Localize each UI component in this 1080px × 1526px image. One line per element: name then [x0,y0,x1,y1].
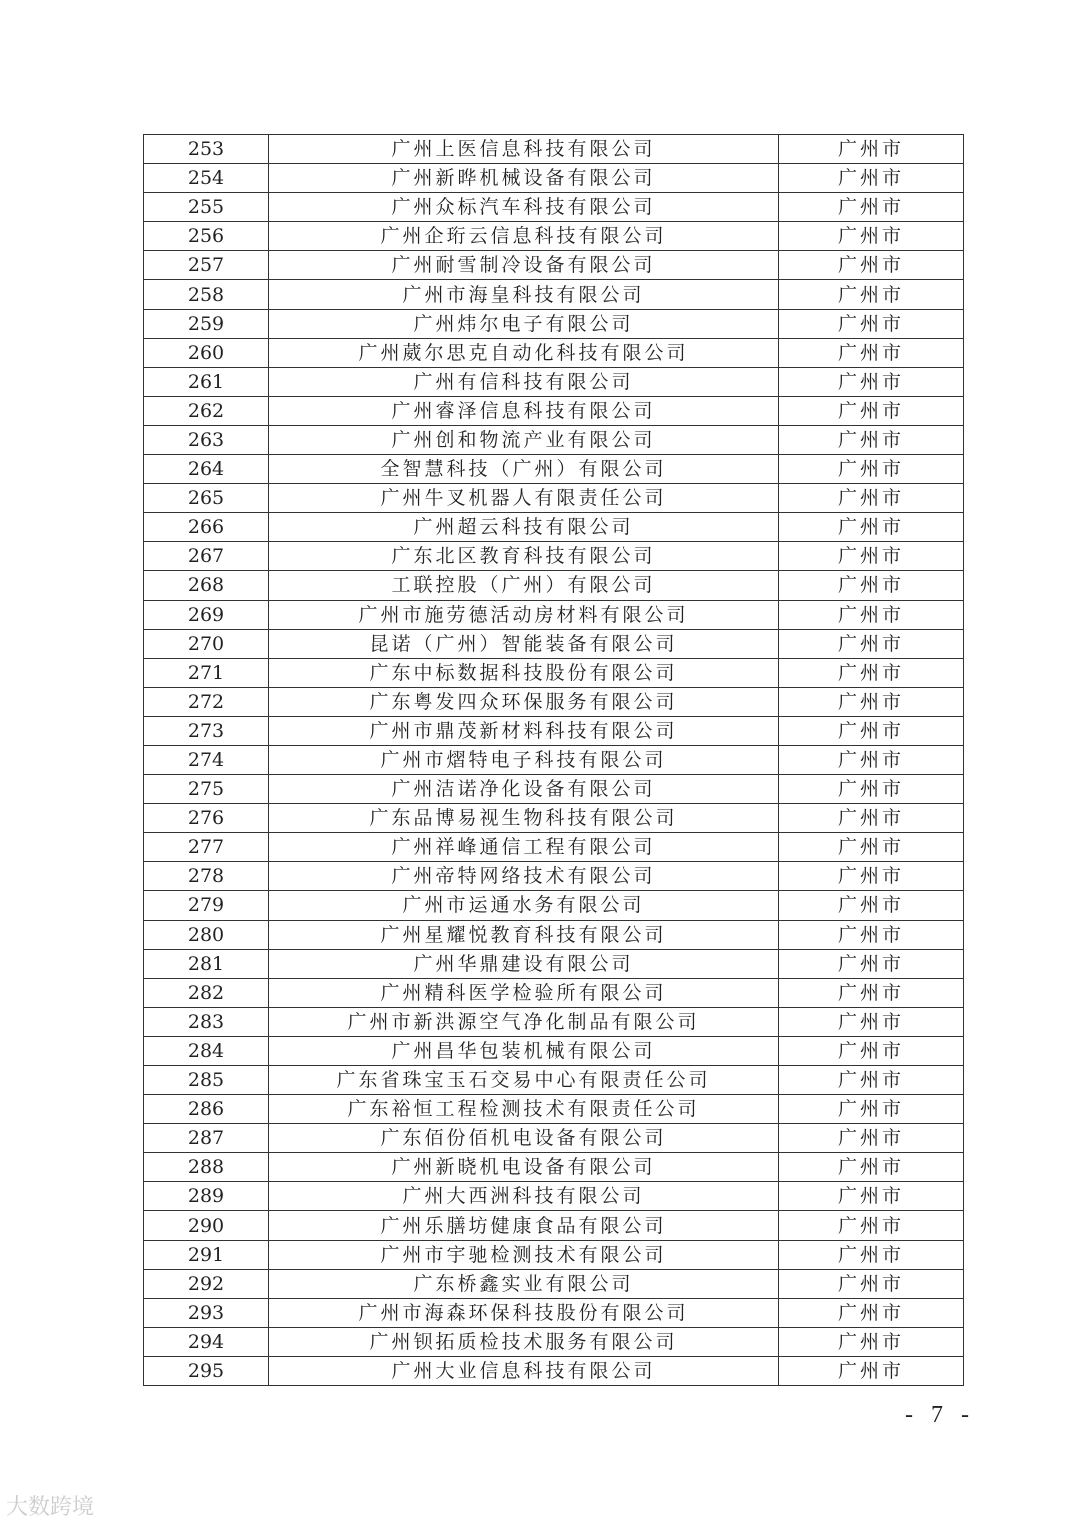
table-row [144,1356,964,1385]
company-name-cell: 广州昌华包装机械有限公司 [269,1036,779,1065]
city-cell: 广州市 [779,716,964,745]
city-cell: 广州市 [779,135,964,164]
city-cell: 广州市 [779,745,964,774]
table-row [144,1240,964,1269]
table-row [144,1327,964,1356]
table-row [144,949,964,978]
table-row [144,1298,964,1327]
company-name-cell: 广州洁诺净化设备有限公司 [269,775,779,804]
city-cell: 广州市 [779,891,964,920]
table-row [144,396,964,425]
row-number-cell: 292 [144,1269,269,1298]
row-number-cell: 280 [144,920,269,949]
table-row [144,716,964,745]
company-name-cell: 广州葳尔思克自动化科技有限公司 [269,338,779,367]
table-row [144,1211,964,1240]
table-row [144,1007,964,1036]
row-number-cell: 257 [144,251,269,280]
watermark-logo: 大数跨境 [6,1495,95,1520]
row-number-cell: 275 [144,775,269,804]
city-cell: 广州市 [779,455,964,484]
row-number-cell: 272 [144,687,269,716]
company-name-cell: 广州市海皇科技有限公司 [269,280,779,309]
row-number-cell: 259 [144,309,269,338]
company-name-cell: 广州市海森环保科技股份有限公司 [269,1298,779,1327]
table-row [144,309,964,338]
table-row [144,658,964,687]
company-name-cell: 广州祥峰通信工程有限公司 [269,833,779,862]
company-name-cell: 广州华鼎建设有限公司 [269,949,779,978]
company-name-cell: 广州耐雪制冷设备有限公司 [269,251,779,280]
city-cell: 广州市 [779,571,964,600]
city-cell: 广州市 [779,164,964,193]
row-number-cell: 262 [144,396,269,425]
company-name-cell: 广州乐膳坊健康食品有限公司 [269,1211,779,1240]
row-number-cell: 270 [144,629,269,658]
row-number-cell: 264 [144,455,269,484]
city-cell: 广州市 [779,1007,964,1036]
city-cell: 广州市 [779,862,964,891]
city-cell: 广州市 [779,1240,964,1269]
city-cell: 广州市 [779,309,964,338]
city-cell: 广州市 [779,978,964,1007]
row-number-cell: 271 [144,658,269,687]
row-number-cell: 287 [144,1124,269,1153]
city-cell: 广州市 [779,396,964,425]
company-name-cell: 广州超云科技有限公司 [269,513,779,542]
table-row [144,687,964,716]
company-name-cell: 广州钡拓质检技术服务有限公司 [269,1327,779,1356]
table-row [144,1153,964,1182]
table-row [144,804,964,833]
row-number-cell: 261 [144,367,269,396]
city-cell: 广州市 [779,1095,964,1124]
table-row [144,1066,964,1095]
table-row [144,513,964,542]
row-number-cell: 283 [144,1007,269,1036]
company-name-cell: 广东省珠宝玉石交易中心有限责任公司 [269,1066,779,1095]
company-name-cell: 广东粤发四众环保服务有限公司 [269,687,779,716]
row-number-cell: 274 [144,745,269,774]
row-number-cell: 290 [144,1211,269,1240]
city-cell: 广州市 [779,804,964,833]
company-name-cell: 广州大西洲科技有限公司 [269,1182,779,1211]
table-row [144,164,964,193]
city-cell: 广州市 [779,1182,964,1211]
row-number-cell: 276 [144,804,269,833]
city-cell: 广州市 [779,1211,964,1240]
table-row [144,775,964,804]
table-row [144,367,964,396]
company-name-cell: 广东佰份佰机电设备有限公司 [269,1124,779,1153]
table-row [144,280,964,309]
table-row [144,455,964,484]
city-cell: 广州市 [779,1153,964,1182]
city-cell: 广州市 [779,1036,964,1065]
row-number-cell: 253 [144,135,269,164]
city-cell: 广州市 [779,367,964,396]
row-number-cell: 255 [144,193,269,222]
city-cell: 广州市 [779,1298,964,1327]
city-cell: 广州市 [779,1124,964,1153]
table-row [144,1182,964,1211]
city-cell: 广州市 [779,542,964,571]
city-cell: 广州市 [779,687,964,716]
company-name-cell: 广东北区教育科技有限公司 [269,542,779,571]
city-cell: 广州市 [779,629,964,658]
company-name-cell: 广州星耀悦教育科技有限公司 [269,920,779,949]
company-name-cell: 广州创和物流产业有限公司 [269,425,779,454]
row-number-cell: 288 [144,1153,269,1182]
row-number-cell: 256 [144,222,269,251]
table-row [144,978,964,1007]
company-name-cell: 广州大业信息科技有限公司 [269,1356,779,1385]
company-name-cell: 广州市运通水务有限公司 [269,891,779,920]
table-row [144,1269,964,1298]
row-number-cell: 295 [144,1356,269,1385]
row-number-cell: 265 [144,484,269,513]
row-number-cell: 289 [144,1182,269,1211]
company-name-cell: 广州精科医学检验所有限公司 [269,978,779,1007]
company-name-cell: 广州市宇驰检测技术有限公司 [269,1240,779,1269]
company-name-cell: 广州炜尔电子有限公司 [269,309,779,338]
city-cell: 广州市 [779,658,964,687]
city-cell: 广州市 [779,600,964,629]
table-row [144,425,964,454]
company-name-cell: 全智慧科技（广州）有限公司 [269,455,779,484]
company-name-cell: 广州睿泽信息科技有限公司 [269,396,779,425]
company-name-cell: 广东品博易视生物科技有限公司 [269,804,779,833]
city-cell: 广州市 [779,1269,964,1298]
company-name-cell: 广州有信科技有限公司 [269,367,779,396]
company-name-cell: 广州牛叉机器人有限责任公司 [269,484,779,513]
company-name-cell: 广州市新洪源空气净化制品有限公司 [269,1007,779,1036]
row-number-cell: 282 [144,978,269,1007]
row-number-cell: 285 [144,1066,269,1095]
row-number-cell: 294 [144,1327,269,1356]
company-name-cell: 广州市施劳德活动房材料有限公司 [269,600,779,629]
row-number-cell: 279 [144,891,269,920]
row-number-cell: 268 [144,571,269,600]
city-cell: 广州市 [779,1356,964,1385]
company-name-cell: 广州企珩云信息科技有限公司 [269,222,779,251]
page-number: - 7 - [905,1402,975,1428]
company-name-cell: 昆诺（广州）智能装备有限公司 [269,629,779,658]
table-row [144,600,964,629]
city-cell: 广州市 [779,251,964,280]
city-cell: 广州市 [779,513,964,542]
table-row [144,833,964,862]
city-cell: 广州市 [779,1327,964,1356]
row-number-cell: 267 [144,542,269,571]
table-row [144,193,964,222]
table-row [144,920,964,949]
company-name-cell: 广州帝特网络技术有限公司 [269,862,779,891]
company-name-cell: 广州新晔机械设备有限公司 [269,164,779,193]
city-cell: 广州市 [779,920,964,949]
city-cell: 广州市 [779,949,964,978]
city-cell: 广州市 [779,222,964,251]
table-row [144,891,964,920]
company-name-cell: 广东桥鑫实业有限公司 [269,1269,779,1298]
row-number-cell: 258 [144,280,269,309]
row-number-cell: 273 [144,716,269,745]
city-cell: 广州市 [779,338,964,367]
company-name-cell: 工联控股（广州）有限公司 [269,571,779,600]
table-row [144,542,964,571]
company-name-cell: 广州市鼎茂新材料科技有限公司 [269,716,779,745]
row-number-cell: 260 [144,338,269,367]
table-row [144,629,964,658]
row-number-cell: 286 [144,1095,269,1124]
city-cell: 广州市 [779,1066,964,1095]
city-cell: 广州市 [779,425,964,454]
row-number-cell: 291 [144,1240,269,1269]
table-row [144,1095,964,1124]
company-name-cell: 广州上医信息科技有限公司 [269,135,779,164]
table-row [144,484,964,513]
table-row [144,571,964,600]
table-row [144,338,964,367]
row-number-cell: 278 [144,862,269,891]
row-number-cell: 277 [144,833,269,862]
row-number-cell: 284 [144,1036,269,1065]
table-row [144,251,964,280]
company-name-cell: 广东裕恒工程检测技术有限责任公司 [269,1095,779,1124]
city-cell: 广州市 [779,193,964,222]
company-list-table [143,134,964,1386]
row-number-cell: 281 [144,949,269,978]
row-number-cell: 269 [144,600,269,629]
row-number-cell: 293 [144,1298,269,1327]
city-cell: 广州市 [779,280,964,309]
company-name-cell: 广东中标数据科技股份有限公司 [269,658,779,687]
company-name-cell: 广州市熠特电子科技有限公司 [269,745,779,774]
row-number-cell: 263 [144,425,269,454]
table-row [144,1036,964,1065]
table-row [144,135,964,164]
city-cell: 广州市 [779,484,964,513]
table-row [144,745,964,774]
row-number-cell: 254 [144,164,269,193]
company-name-cell: 广州新晓机电设备有限公司 [269,1153,779,1182]
table-row [144,222,964,251]
city-cell: 广州市 [779,775,964,804]
table-row [144,862,964,891]
company-name-cell: 广州众标汽车科技有限公司 [269,193,779,222]
city-cell: 广州市 [779,833,964,862]
table-body [144,135,964,1386]
row-number-cell: 266 [144,513,269,542]
table-row [144,1124,964,1153]
